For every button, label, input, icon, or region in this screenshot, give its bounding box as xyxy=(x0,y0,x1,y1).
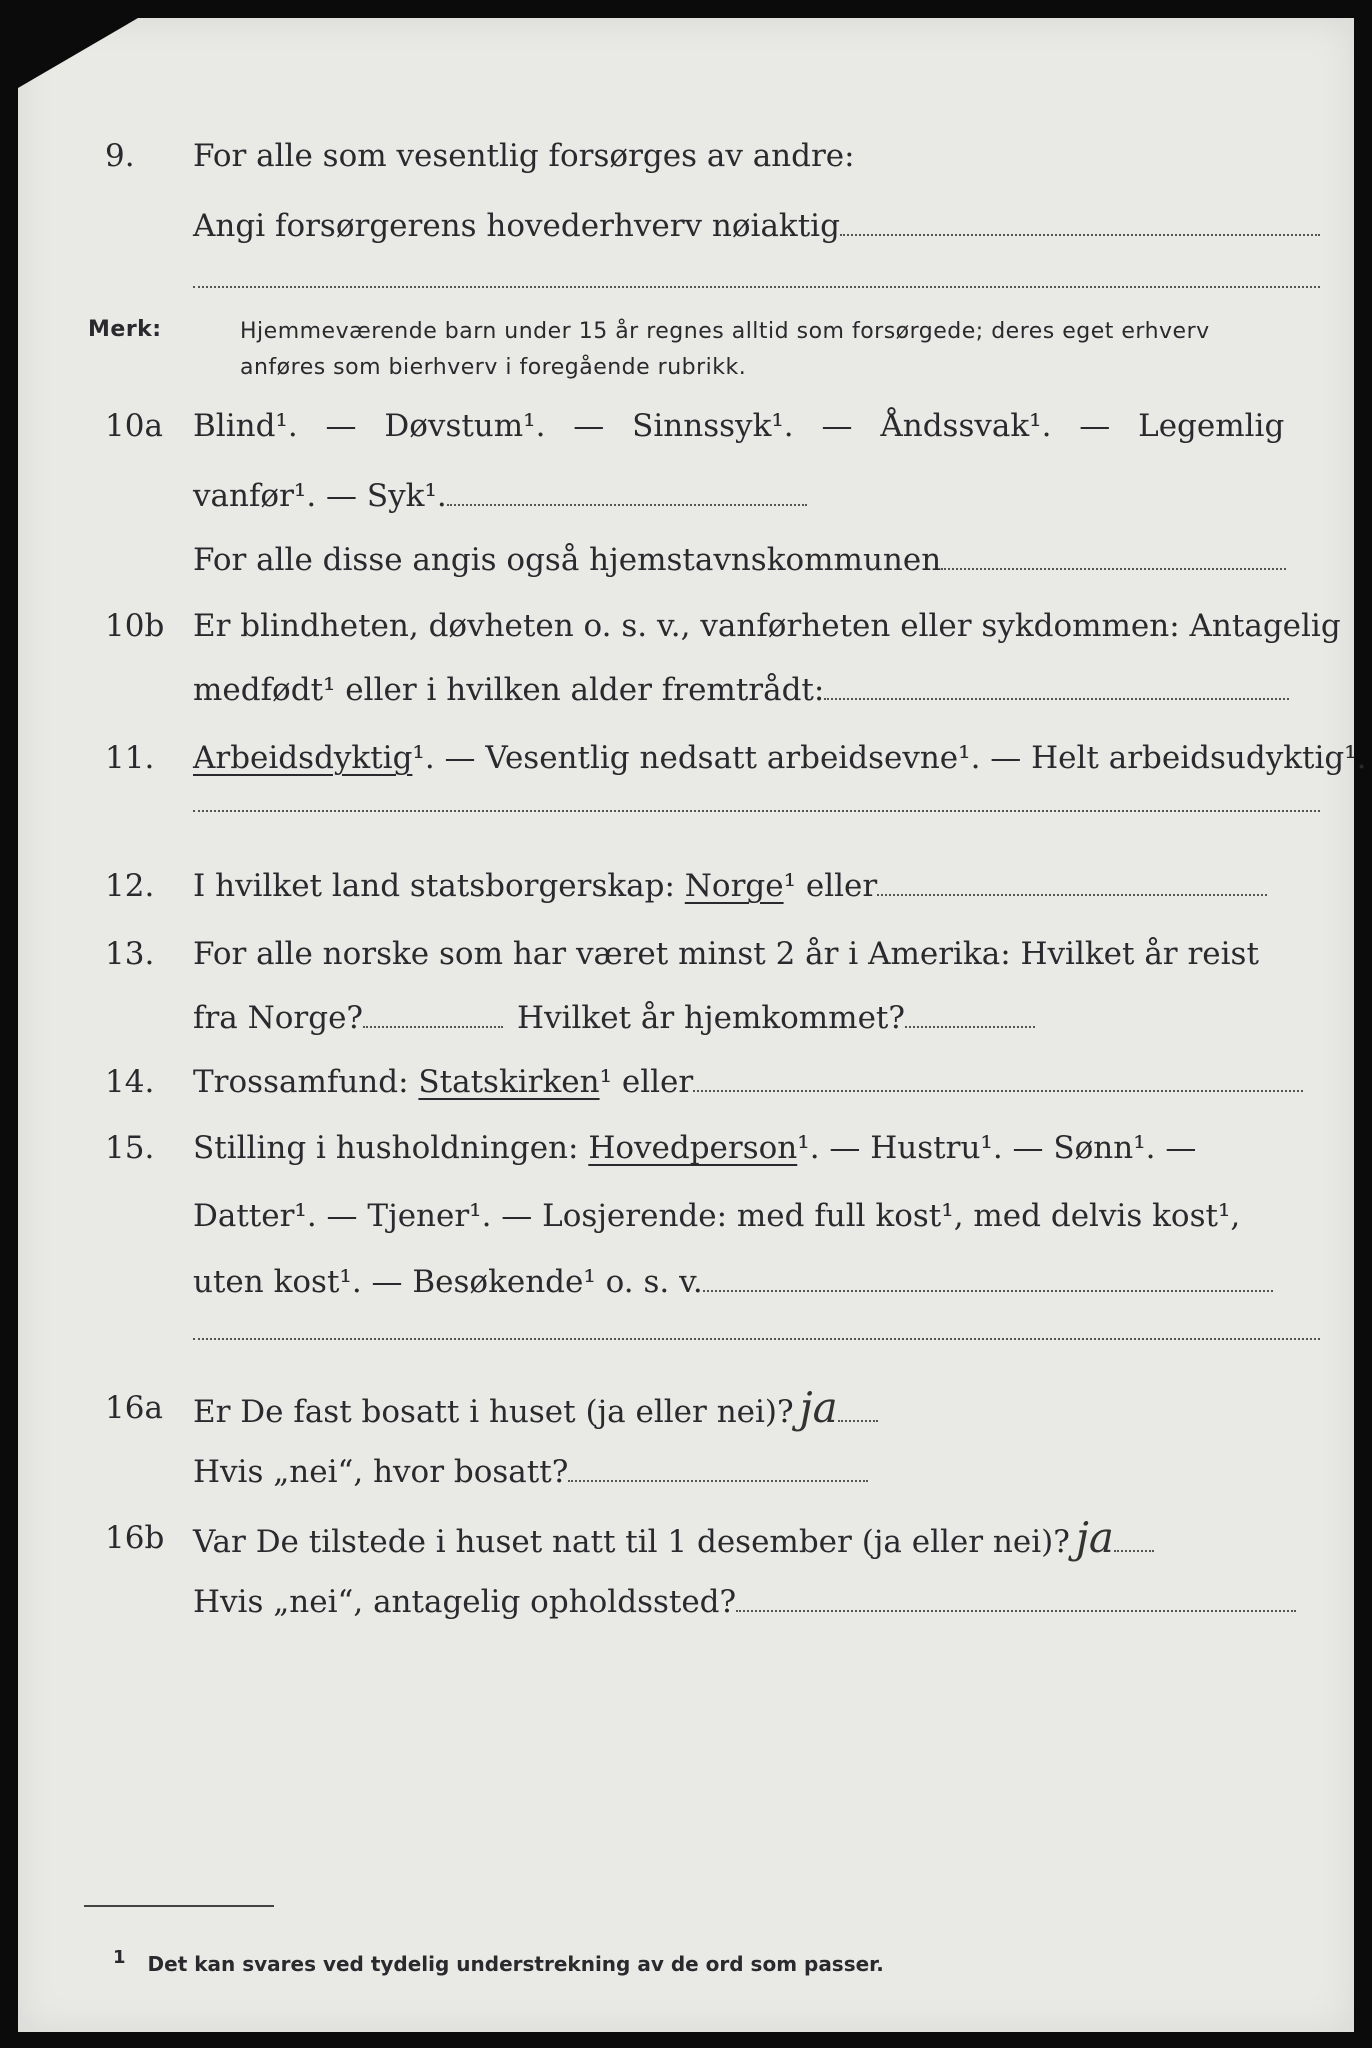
item-16b-number: 16b xyxy=(105,1520,165,1556)
item-16a-line1: Er De fast bosatt i huset (ja eller nei)? ja xyxy=(193,1388,878,1432)
item-16a-line2: Hvis „nei“, hvor bosatt? xyxy=(193,1452,868,1492)
merk-label: Merk: xyxy=(88,317,162,342)
item-10a-line3: For alle disse angis også hjemstavnskommunen xyxy=(193,540,1286,580)
item-16a-number: 16a xyxy=(105,1390,163,1426)
torn-corner xyxy=(18,18,138,88)
item-13-number: 13. xyxy=(105,936,155,972)
item-10a-number: 10a xyxy=(105,408,163,444)
item-10b-line2: medfødt¹ eller i hvilken alder fremtrådt: xyxy=(193,670,1289,710)
statskirken-underlined: Statskirken xyxy=(418,1064,600,1100)
item-16b-line2: Hvis „nei“, antagelig opholdssted? xyxy=(193,1582,1296,1622)
merk-text-2: anføres som bierhverv i foregående rubrikk. xyxy=(240,355,747,380)
answer-16a-handwritten: ja xyxy=(799,1383,838,1432)
item-11-answer-line xyxy=(193,810,1320,812)
item-11-number: 11. xyxy=(105,740,155,776)
item-11-line1: Arbeidsdyktig¹. — Vesentlig nedsatt arbeidsevne¹. — Helt arbeidsudyktig¹. xyxy=(193,740,1367,776)
item-15-line1: Stilling i husholdningen: Hovedperson¹. — Hustru¹. — Sønn¹. — xyxy=(193,1130,1197,1166)
item-15-line3: uten kost¹. — Besøkende¹ o. s. v. xyxy=(193,1262,1273,1302)
item-14-line: Trossamfund: Statskirken¹ eller xyxy=(193,1062,1303,1102)
footnote: $^1$ Det kan svares ved tydelig understrekning av de ord som passer. xyxy=(113,1947,884,1976)
item-14-number: 14. xyxy=(105,1064,155,1100)
item-10a-line2: vanfør¹. — Syk¹. xyxy=(193,476,807,516)
form-page xyxy=(18,18,1367,2032)
norge-underlined: Norge xyxy=(684,868,784,904)
item-16b-line1: Var De tilstede i huset natt til 1 desember (ja eller nei)? ja xyxy=(193,1518,1154,1562)
item-10b-number: 10b xyxy=(105,608,165,644)
item-15-number: 15. xyxy=(105,1130,155,1166)
item-9-answer-line xyxy=(193,286,1320,288)
item-9-text: For alle som vesentlig forsørges av andre: xyxy=(193,138,855,174)
item-15-line2: Datter¹. — Tjener¹. — Losjerende: med full kost¹, med delvis kost¹, xyxy=(193,1198,1241,1234)
item-13-line2: fra Norge? Hvilket år hjemkommet? xyxy=(193,998,1035,1038)
item-10b-line1: Er blindheten, døvheten o. s. v., vanførheten eller sykdommen: Antagelig xyxy=(193,608,1341,644)
item-12-number: 12. xyxy=(105,868,155,904)
hovedperson-underlined: Hovedperson xyxy=(588,1130,798,1166)
answer-16b-handwritten: ja xyxy=(1075,1513,1114,1562)
item-9-line2: Angi forsørgerens hovederhverv nøiaktig xyxy=(193,206,1320,246)
merk-text-1: Hjemmeværende barn under 15 år regnes alltid som forsørgede; deres eget erhverv xyxy=(240,319,1210,344)
item-12-line: I hvilket land statsborgerskap: Norge¹ eller xyxy=(193,866,1267,906)
footnote-rule xyxy=(84,1905,274,1907)
item-10a-line1: Blind¹. — Døvstum¹. — Sinnssyk¹. — Åndssvak¹. — Legemlig xyxy=(193,408,1285,444)
item-13-line1: For alle norske som har været minst 2 år i Amerika: Hvilket år reist xyxy=(193,936,1259,972)
item-9-number: 9. xyxy=(105,138,135,174)
arbeidsdyktig-underlined: Arbeidsdyktig xyxy=(193,740,413,776)
item-15-answer-line xyxy=(193,1338,1320,1340)
